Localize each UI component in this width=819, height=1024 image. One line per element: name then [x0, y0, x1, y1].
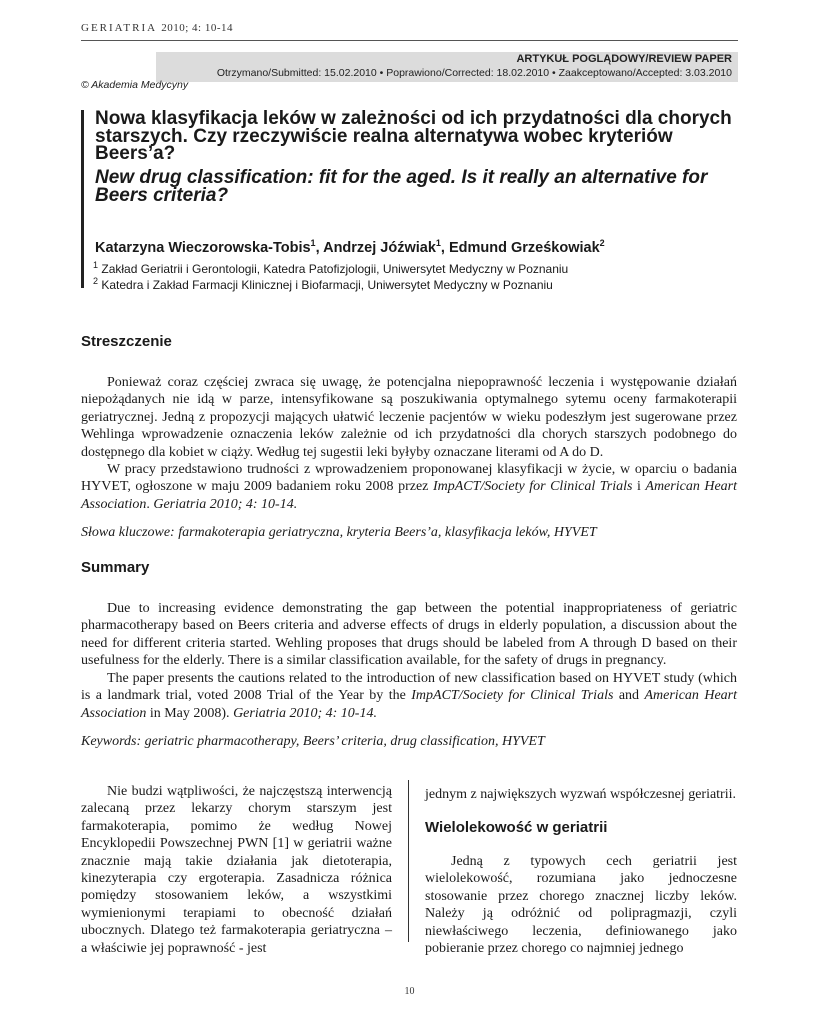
author-affiliation-mark: 2: [599, 238, 605, 248]
abstract-pl-heading: Streszczenie: [81, 333, 172, 350]
title-polish: Nowa klasyfikacja leków w zależności od ich przydatności dla chorych starszych. Czy rzeczywiście realna alternatywa wobec kryteriów Beers’a?: [95, 108, 732, 164]
column-divider: [408, 780, 409, 942]
organization-name: ImpACT/Society for Clinical Trials: [411, 688, 614, 704]
author-separator: ,: [315, 239, 324, 256]
abstract-pl-paragraph-2: [81, 461, 737, 513]
author-list: [95, 238, 605, 256]
paper-info-banner: [156, 52, 738, 82]
header-rule: [81, 40, 738, 41]
journal-issue: 2010; 4: 10-14: [161, 22, 233, 34]
affiliation-number: 2: [93, 276, 99, 286]
journal-name: GERIATRIA: [81, 22, 157, 34]
author-name: Katarzyna Wieczorowska-Tobis: [95, 239, 311, 256]
abstract-en-paragraph-2: [81, 670, 737, 722]
abstract-en-heading: Summary: [81, 559, 150, 576]
keywords-en: Keywords: geriatric pharmacotherapy, Beers’ criteria, drug classification, HYVET: [81, 734, 545, 749]
paragraph-text: Nie budzi wątpliwości, że najczęstszą interwencją zalecaną przez lekarzy chorym starszym jest farmakoterapia, pomimo że według Nowej Encyklopedii Powszechnej PWN [1] w geriatrii ważne znacznie mają takie działania jak dietoterapia, kinezyterapia czy ergoterapia. Zasadnicza różnica pomiędzy stosowaniem leków, a wszystkimi wymienionymi terapiami to obecność działań ubocznych. Dlatego też farmakoterapia geriatryczna – a właściwie jej poprawność - jest: [81, 784, 392, 956]
paragraph-text: Ponieważ coraz częściej zwraca się uwagę, że potencjalna niepoprawność leczenia i występowanie działań niepożądanych nie idą w parze, intensyfikowane są poszukiwania optymalnego sytemu oceny farmakoterapii geriatrycznej. Jedną z propozycji mających ułatwić leczenie pacjentów w wieku podeszłym jest sugerowane przez Wehlinga wprowadzenie oznaczenia leków zależnie od ich przydatności dla chorych starszych podobnego do dostępnego dla kobiet w ciąży. Według tej sugestii leki byłyby oznaczane literami od A do D.: [81, 375, 737, 460]
paragraph-text: .: [146, 496, 154, 512]
organization-name: American Heart Association: [81, 479, 738, 512]
author-name: Andrzej Jóźwiak: [323, 239, 436, 256]
title-block: [81, 108, 732, 292]
affiliation: [93, 276, 553, 292]
author-affiliation-mark: 1: [310, 238, 316, 248]
affiliation: [93, 260, 568, 276]
paragraph-text: in May 2008).: [146, 705, 234, 721]
body-right-column-paragraph: [425, 853, 737, 957]
citation: Geriatria 2010; 4: 10-14.: [153, 496, 298, 512]
paragraph-text: W pracy przedstawiono trudności z wprowadzeniem proponowanej klasyfikacji w życie, w oparciu o badania HYVET, ogłoszone w maju 2009 badaniem roku 2008 przez: [81, 462, 737, 495]
page-number: 10: [404, 986, 415, 997]
section-heading: Wielolekowość w geriatrii: [425, 819, 608, 836]
abstract-pl-paragraph-1: [81, 374, 737, 461]
paragraph-text: Jedną z typowych cech geriatrii jest wielolekowość, rozumiana jako jednoczesne stosowanie przez chorego znacznej liczby leków. Należy ją odróżnić od polipragmazji, czyli niewłaściwego leczenia, definiowanego jako pobieranie przez chorego co najmniej jednego: [425, 854, 737, 957]
organization-name: American Heart Association: [81, 688, 737, 721]
paragraph-text: and: [613, 688, 645, 704]
affiliation-number: 1: [93, 260, 99, 270]
author-affiliation-mark: 1: [435, 238, 441, 248]
organization-name: ImpACT/Society for Clinical Trials: [432, 479, 633, 495]
citation: Geriatria 2010; 4: 10-14.: [233, 705, 377, 721]
title-english: New drug classification: fit for the aged. Is it really an alternative for Beers criteria?: [95, 167, 708, 206]
body-left-column: [81, 783, 392, 957]
submission-dates: Otrzymano/Submitted: 15.02.2010 • Poprawiono/Corrected: 18.02.2010 • Zaakceptowano/Accepted: 3.03.2010: [216, 67, 732, 79]
paper-type: ARTYKUŁ POGLĄDOWY/REVIEW PAPER: [516, 53, 732, 65]
author-separator: ,: [440, 239, 449, 256]
title-accent-bar: [81, 110, 84, 288]
journal-header: [81, 22, 233, 34]
affiliation-text: Katedra i Zakład Farmacji Klinicznej i Biofarmacji, Uniwersytet Medyczny w Poznaniu: [101, 278, 553, 292]
abstract-en-paragraph-1: [81, 600, 737, 670]
author-name: Edmund Grześkowiak: [448, 239, 600, 256]
copyright: © Akademia Medycyny: [81, 79, 189, 91]
paragraph-text: Due to increasing evidence demonstrating the gap between the potential inappropriateness of geriatric pharmacotherapy based on Beers criteria and adverse effects of drugs in elderly population, a discussion about the need for different criteria started. Wehling proposes that drugs should be labeled from A through D based on their usefulness for the elderly. There is a similar classification available, for the safety of drugs in pregnancy.: [81, 601, 737, 669]
paragraph-text: i: [632, 479, 646, 495]
body-right-column-continuation: jednym z największych wyzwań współczesnej geriatrii.: [425, 787, 737, 802]
keywords-pl: Słowa kluczowe: farmakoterapia geriatryczna, kryteria Beers’a, klasyfikacja leków, HYVET: [81, 525, 597, 540]
paragraph-text: The paper presents the cautions related to the introduction of new classification based on HYVET study (which is a landmark trial, voted 2008 Trial of the Year by the: [81, 671, 737, 704]
affiliation-text: Zakład Geriatrii i Gerontologii, Katedra Patofizjologii, Uniwersytet Medyczny w Poznaniu: [101, 262, 569, 276]
